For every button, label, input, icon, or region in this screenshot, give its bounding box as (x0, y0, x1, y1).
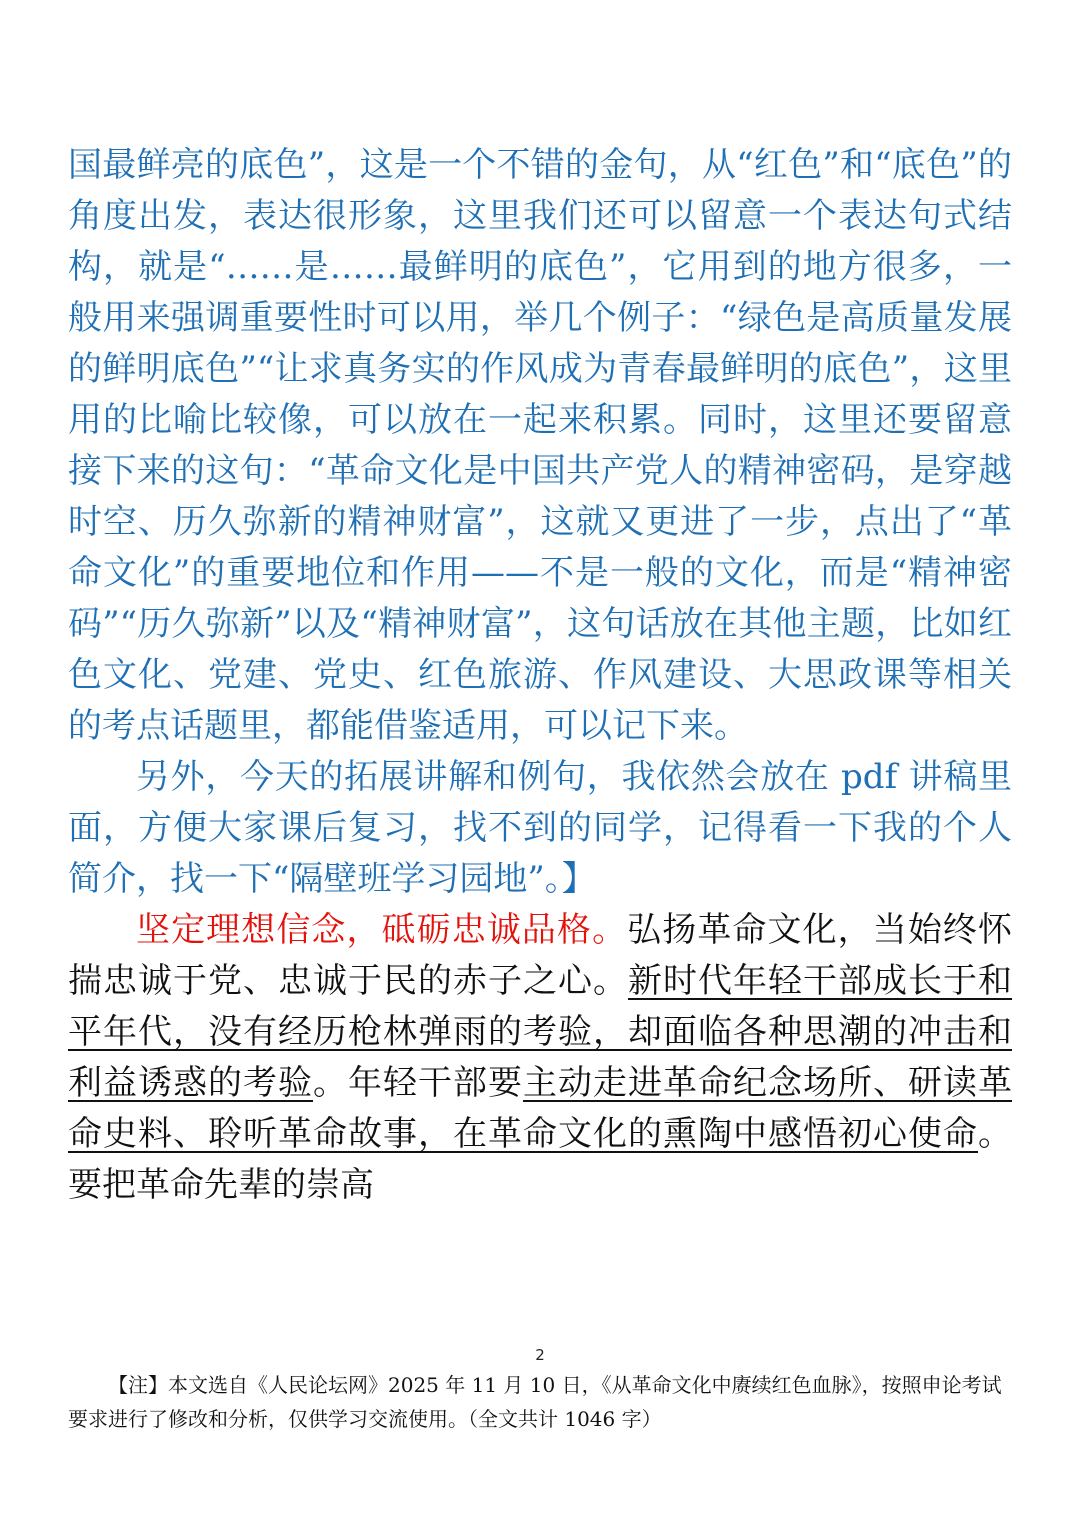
underlined-sentence: 主动走进革命纪念场所、研读革命史料、聆听革命故事，在革命文化的熏陶中感悟初心使命 (68, 1063, 1012, 1154)
document-body (68, 140, 1012, 1211)
page-number: 2 (535, 1346, 545, 1364)
commentary-paragraph: 国最鲜亮的底色”，这是一个不错的金句，从“红色”和“底色”的角度出发，表达很形象，这里我们还可以留意一个表达句式结构，就是“……是……最鲜明的底色”，它用到的地方很多，一般用来强调重要性时可以用，举几个例子：“绿色是高质量发展的鲜明底色”“让求真务实的作风成为青春最鲜明的底色”，这里用的比喻比较像，可以放在一起来积累。同时，这里还要留意接下来的这句：“革命文化是中国共产党人的精神密码，是穿越时空、历久弥新的精神财富”，这就又更进了一步，点出了“革命文化”的重要地位和作用——不是一般的文化，而是“精神密码”“历久弥新”以及“精神财富”，这句话放在其他主题，比如红色文化、党建、党史、红色旅游、作风建设、大思政课等相关的考点话题里，都能借鉴适用，可以记下来。 (68, 145, 1012, 746)
commentary-note-paragraph: 另外，今天的拓展讲解和例句，我依然会放在 pdf 讲稿里面，方便大家课后复习，找不到的同学，记得看一下我的个人简介，找一下“隔壁班学习园地”。】 (68, 757, 1012, 899)
article-sentence: 。要把革命先辈的崇高 (68, 1114, 1012, 1205)
article-sentence: 。年轻干部要 (313, 1063, 523, 1103)
article-sentence: 弘扬革命文化，当始终怀揣忠诚于党、忠诚于民的赤子之心。 (68, 910, 1013, 1001)
source-footnote: 【注】本文选自《人民论坛网》2025 年 11 月 10 日，《从革命文化中赓续红色血脉》，按照申论考试要求进行了修改和分析，仅供学习交流使用。（全文共计 1046 字） (68, 1373, 1002, 1431)
underlined-sentence: 新时代年轻干部成长于和平年代，没有经历枪林弹雨的考验，却面临各种思潮的冲击和利益诱惑的考验 (68, 961, 1012, 1103)
section-heading: 坚定理想信念，砥砺忠诚品格。 (136, 910, 628, 950)
article-paragraph (68, 905, 1012, 1211)
